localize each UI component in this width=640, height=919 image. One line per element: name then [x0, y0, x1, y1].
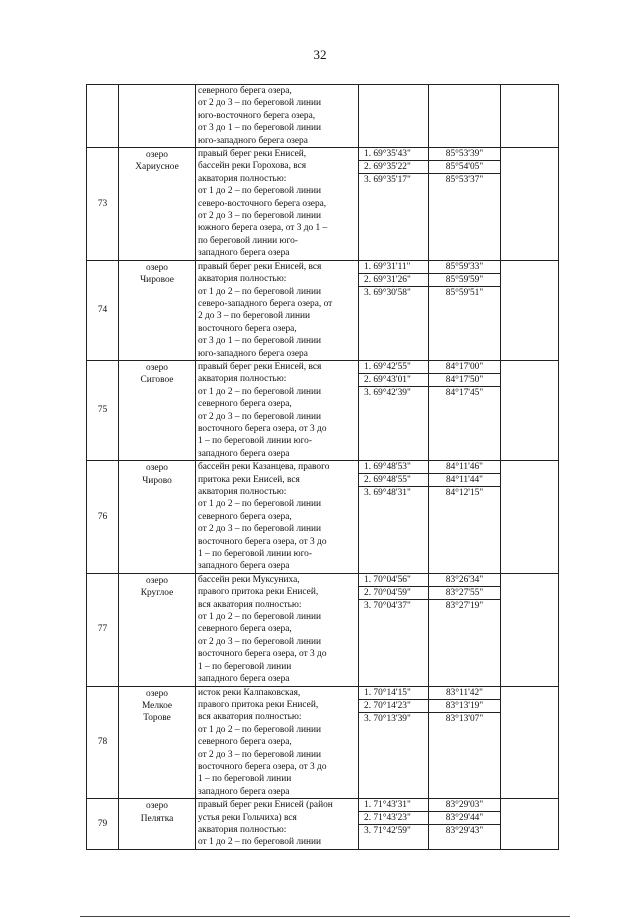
longitude-value: 83°29'03": [429, 799, 500, 812]
description-line: правый берег реки Енисей, вся: [198, 361, 322, 372]
lake-name-line: Пелятка: [140, 813, 174, 824]
empty-cell: [501, 799, 559, 850]
lake-name: [119, 360, 196, 460]
description-line: от 2 до 3 – по береговой линии: [198, 411, 322, 422]
description-line: восточного берега озера, от 3 до: [198, 761, 327, 772]
row-number: 73: [87, 148, 119, 261]
lakes-table: [86, 84, 559, 850]
description-line: северного берега озера,: [198, 737, 292, 748]
description-line: от 1 до 2 – по береговой линии: [198, 499, 322, 510]
latitude-value: 1. 69°48'53": [359, 461, 428, 474]
latitude-value: 3. 70°04'37": [364, 600, 411, 611]
boundary-description: [196, 148, 359, 261]
table-row: [87, 461, 559, 574]
description-line: вся акватория полностью:: [198, 712, 302, 723]
latitude-value: 1. 71°43'31": [359, 799, 428, 812]
description-line: акватория полностью:: [198, 487, 287, 497]
longitude-value: 83°13'07": [445, 713, 484, 724]
description-line: от 1 до 2 – по береговой линии: [198, 612, 322, 623]
latitude-value: 1. 69°42'55": [359, 361, 428, 374]
lake-name-line: Чирово: [142, 475, 172, 486]
table-row: [87, 360, 559, 460]
description-line: правый берег реки Енисей (район: [198, 800, 333, 811]
lake-name-line: Торове: [143, 713, 171, 724]
description-line: бассейн реки Казанцева, правого: [198, 462, 330, 473]
longitude-cell: [429, 360, 501, 460]
longitude-value: 85°54'05": [429, 161, 500, 174]
description-line: от 2 до 3 – по береговой линии: [198, 211, 322, 222]
longitude-value: 83°27'55": [429, 587, 500, 600]
latitude-value: 2. 69°31'26": [359, 274, 428, 287]
description-line: от 1 до 2 – по береговой линии: [198, 286, 322, 297]
lake-name-line: озеро: [146, 575, 168, 586]
description-line: от 2 до 3 – по береговой линии: [198, 636, 322, 647]
description-line: от 1 до 2 – по береговой линии: [198, 837, 322, 848]
description-line: исток реки Калпаковская,: [198, 687, 301, 698]
description-line: вся акватория полностью:: [198, 599, 302, 610]
row-number: 79: [87, 799, 119, 850]
boundary-description: [196, 360, 359, 460]
description-line: устья реки Гольчиха) вся: [198, 812, 297, 823]
longitude-value: 85°59'59": [429, 274, 500, 287]
row-number: [87, 85, 119, 148]
description-line: юго-западного берега озера: [198, 135, 308, 146]
description-line: от 2 до 3 – по береговой линии: [198, 749, 322, 760]
boundary-description: [196, 85, 359, 148]
latitude-value: 2. 71°43'23": [359, 812, 428, 825]
description-line: 1 – по береговой линии юго-: [198, 549, 312, 560]
description-line: от 2 до 3 – по береговой линии: [198, 524, 322, 535]
description-line: 2 до 3 – по береговой линии: [198, 311, 311, 322]
lake-name-line: Хариусное: [135, 162, 179, 173]
row-number: 78: [87, 686, 119, 799]
latitude-value: 3. 69°42'39": [364, 387, 411, 398]
empty-cell: [501, 85, 559, 148]
boundary-description: [196, 461, 359, 574]
latitude-value: 1. 70°14'15": [359, 687, 428, 700]
lake-name-line: озеро: [146, 362, 168, 373]
description-line: северного берега озера,: [198, 624, 292, 635]
lake-name: [119, 148, 196, 261]
longitude-cell: [429, 799, 501, 850]
table-row: [87, 148, 559, 261]
latitude-value: 1. 69°31'11": [359, 261, 428, 274]
description-line: юго-западного берега озера: [198, 348, 308, 359]
description-line: юго-восточного берега озера,: [198, 110, 316, 121]
description-line: правый берег реки Енисей, вся: [198, 261, 322, 272]
latitude-value: 1. 69°35'43": [359, 148, 428, 161]
longitude-cell: [429, 260, 501, 360]
latitude-cell: [359, 461, 429, 574]
latitude-cell: [359, 360, 429, 460]
latitude-cell: [359, 85, 429, 148]
longitude-value: 83°13'19": [429, 700, 500, 713]
longitude-value: 83°29'44": [429, 812, 500, 825]
row-number: 75: [87, 360, 119, 460]
latitude-value: 2. 70°14'23": [359, 700, 428, 713]
latitude-value: 2. 69°43'01": [359, 374, 428, 387]
description-line: бассейн реки Горохова, вся: [198, 161, 307, 172]
description-line: северного берега озера,: [198, 86, 292, 96]
row-number: 77: [87, 573, 119, 686]
description-line: от 1 до 2 – по береговой линии: [198, 724, 322, 735]
lake-name: [119, 799, 196, 850]
row-number: 76: [87, 461, 119, 574]
longitude-value: 85°59'51": [445, 287, 484, 298]
description-line: бассейн реки Муксуниха,: [198, 574, 300, 585]
longitude-cell: [429, 573, 501, 686]
longitude-cell: [429, 461, 501, 574]
description-line: северо-восточного берега озера,: [198, 198, 327, 209]
table-row: [87, 799, 559, 850]
description-line: акватория полностью:: [198, 374, 287, 385]
longitude-value: 85°59'33": [429, 261, 500, 274]
lake-name: [119, 85, 196, 148]
empty-cell: [501, 360, 559, 460]
description-line: от 3 до 1 – по береговой линии: [198, 123, 322, 134]
longitude-cell: [429, 148, 501, 261]
table-row: [87, 573, 559, 686]
row-number: 74: [87, 260, 119, 360]
latitude-value: 3. 70°13'39": [364, 713, 411, 724]
longitude-value: 85°53'37": [445, 175, 484, 186]
latitude-value: 2. 70°04'59": [359, 587, 428, 600]
table-row: [87, 85, 559, 148]
longitude-value: 84°12'15": [445, 488, 484, 499]
bottom-edge-line: [80, 916, 570, 917]
description-line: восточного берега озера,: [198, 323, 297, 334]
description-line: акватория полностью:: [198, 274, 287, 285]
latitude-value: 3. 69°30'58": [364, 287, 411, 298]
description-line: западного берега озера: [198, 248, 290, 259]
latitude-cell: [359, 799, 429, 850]
page-number: 32: [313, 47, 327, 62]
lake-name: [119, 260, 196, 360]
description-line: северо-западного берега озера, от: [198, 298, 333, 309]
boundary-description: [196, 260, 359, 360]
description-line: 1 – по береговой линии: [198, 774, 292, 785]
latitude-cell: [359, 573, 429, 686]
latitude-value: 3. 69°35'17": [364, 175, 411, 186]
longitude-value: 83°27'19": [445, 600, 484, 611]
longitude-value: 83°26'34": [429, 574, 500, 587]
description-line: западного берега озера: [198, 674, 290, 685]
longitude-cell: [429, 85, 501, 148]
description-line: западного берега озера: [198, 448, 290, 459]
latitude-value: 3. 71°42'59": [364, 826, 411, 837]
latitude-value: 2. 69°35'22": [359, 161, 428, 174]
lake-name-line: Чировое: [140, 275, 174, 286]
description-line: акватория полностью:: [198, 173, 287, 184]
latitude-cell: [359, 686, 429, 799]
latitude-cell: [359, 148, 429, 261]
empty-cell: [501, 573, 559, 686]
description-line: северного берега озера,: [198, 511, 292, 522]
empty-cell: [501, 260, 559, 360]
boundary-description: [196, 799, 359, 850]
table-row: [87, 260, 559, 360]
description-line: от 3 до 1 – по береговой линии: [198, 336, 322, 347]
latitude-cell: [359, 260, 429, 360]
description-line: 1 – по береговой линии: [198, 661, 292, 672]
description-line: акватория полностью:: [198, 824, 287, 835]
empty-cell: [501, 148, 559, 261]
longitude-cell: [429, 686, 501, 799]
lake-name-line: Мелкое: [141, 700, 173, 711]
longitude-value: 85°53'39": [429, 148, 500, 161]
description-line: западного берега озера: [198, 786, 290, 797]
description-line: правого притока реки Енисей,: [198, 699, 319, 710]
lake-name-line: озеро: [146, 150, 168, 161]
description-line: правого притока реки Енисей,: [198, 587, 319, 598]
lake-name: [119, 573, 196, 686]
description-line: восточного берега озера, от 3 до: [198, 536, 327, 547]
description-line: по береговой линии юго-: [198, 235, 298, 246]
description-line: от 1 до 2 – по береговой линии: [198, 186, 322, 197]
lake-name-line: Круглое: [140, 588, 174, 599]
empty-cell: [501, 461, 559, 574]
boundary-description: [196, 686, 359, 799]
longitude-value: 84°11'46": [429, 461, 500, 474]
description-line: южного берега озера, от 3 до 1 –: [198, 223, 328, 234]
latitude-value: 3. 69°48'31": [364, 488, 411, 499]
lake-name-line: озеро: [146, 801, 168, 812]
lake-name-line: Сиговое: [140, 375, 174, 386]
longitude-value: 84°17'45": [445, 387, 484, 398]
lake-name: [119, 461, 196, 574]
description-line: от 2 до 3 – по береговой линии: [198, 98, 322, 109]
description-line: правый берег реки Енисей,: [198, 149, 307, 160]
description-line: от 1 до 2 – по береговой линии: [198, 386, 322, 397]
description-line: притока реки Енисей, вся: [198, 474, 300, 485]
description-line: западного берега озера: [198, 561, 290, 572]
description-line: восточного берега озера, от 3 до: [198, 423, 327, 434]
lake-name-line: озеро: [146, 262, 168, 273]
longitude-value: 83°11'42": [429, 687, 500, 700]
lake-name-line: озеро: [146, 463, 168, 474]
lake-name: [119, 686, 196, 799]
boundary-description: [196, 573, 359, 686]
longitude-value: 84°11'44": [429, 474, 500, 487]
table-row: [87, 686, 559, 799]
longitude-value: 83°29'43": [445, 826, 484, 837]
description-line: восточного берега озера, от 3 до: [198, 649, 327, 660]
latitude-value: 1. 70°04'56": [359, 574, 428, 587]
description-line: северного берега озера,: [198, 399, 292, 410]
longitude-value: 84°17'50": [429, 374, 500, 387]
longitude-value: 84°17'00": [429, 361, 500, 374]
empty-cell: [501, 686, 559, 799]
description-line: 1 – по береговой линии юго-: [198, 436, 312, 447]
lake-name-line: озеро: [146, 688, 168, 699]
latitude-value: 2. 69°48'55": [359, 474, 428, 487]
